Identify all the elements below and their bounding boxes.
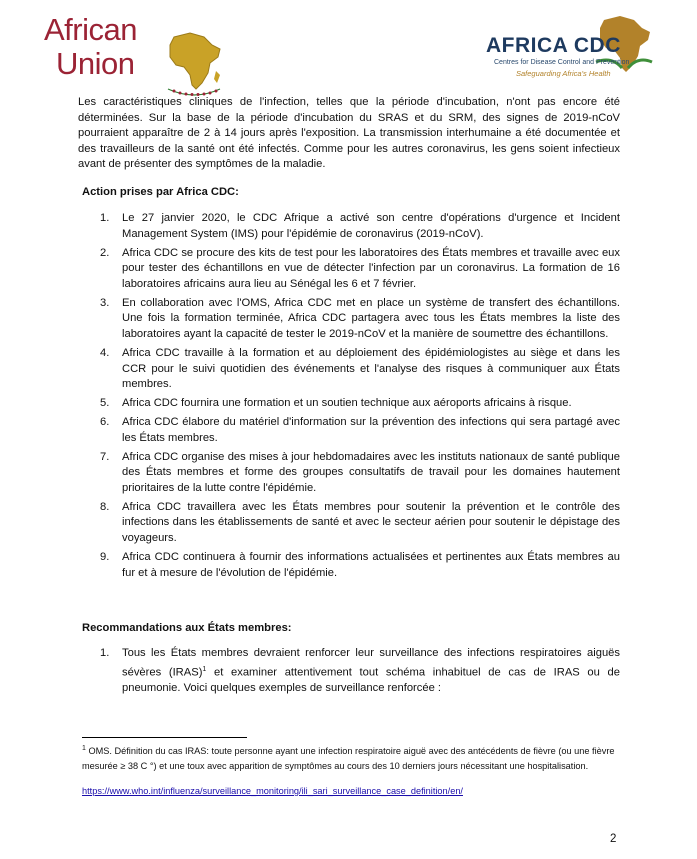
au-logo-line2: Union [56,46,135,81]
footnote-divider [82,737,247,738]
list-item: 7. Africa CDC organise des mises à jour hebdomadaires avec les instituts nationaux de santé publique des États membres et forme des groupes consultatifs de travail pour les domaines hautement prioritaires de la lutte contre l'épidémie. [100,450,620,494]
list-item: 9. Africa CDC continuera à fournir des informations actualisées et pertinentes aux États membres au fur et à mesure de l'évolution de l'épidémie. [100,551,620,579]
recommendations-heading: Recommandations aux États membres: [82,622,292,634]
list-item: 1. Tous les États membres devraient renforcer leur surveillance des infections respiratoires aiguës sévères (IRAS)$^1$ et examiner attentivement tout schéma inhabituel de cas de IRAS ou de pneumonie. Voici quelques exemples de surveillance renforcée : [100,647,620,694]
intro-paragraph: Les caractéristiques cliniques de l'infection, telles que la période d'incubation, n'ont pas encore été déterminées. Sur la base de la période d'incubation du SRAS et du SRM, des signes de 2019-nCoV pourraient apparaître de 2 à 14 jours après l'exposition. La transmission interhumaine a été documentée et des travailleurs de la santé ont été infectés. Comme pour les autres coronavirus, les gens soient infectieux avant de présenter des symptômes de la maladie. [78,96,620,171]
cdc-logo-title: AFRICA CDC [486,34,621,57]
actions-heading: Action prises par Africa CDC: [82,186,239,198]
page-number: 2 [610,833,617,845]
africa-map-icon [160,27,228,97]
list-item: 8. Africa CDC travaillera avec les États membres pour soutenir la prévention et le contrôle des infections dans les établissements de santé et avec le secteur aérien pour soutenir le dépistage des voyageurs. [100,500,620,545]
list-item: 5. Africa CDC fournira une formation et un soutien technique aux aéroports africains à risque. [100,397,572,410]
footnote-ref: 1 [202,665,207,673]
footnote-link[interactable]: https://www.who.int/influenza/surveillance_monitoring/ili_sari_surveillance_case_definition/en/ [82,786,463,796]
cdc-logo-tagline: Safeguarding Africa's Health [516,69,611,78]
footnote-text: $^1$ OMS. Définition du cas IRAS: toute personne ayant une infection respiratoire aiguë avec des antécédents de fièvre (ou une fièvre mesurée ≥ 38 C °) et une toux avec apparition de symptômes au cours des 10 derniers jours nécessitant une hospitalisation. [82,745,615,771]
list-item: 6. Africa CDC élabore du matériel d'information sur la prévention des infections qui sera partagé avec les États membres. [100,416,620,444]
list-item: 2. Africa CDC se procure des kits de test pour les laboratoires des États membres et travaille avec eux pour tester des échantillons en vue de détecter l'infection par un coronavirus. La formation de 16 laboratoires africains aura lieu au Sénégal les 6 et 7 février. [100,246,620,290]
african-union-logo [44,13,234,83]
list-item: 3. En collaboration avec l'OMS, Africa CDC met en place un système de transfert des échantillons. Une fois la formation terminée, Africa CDC partagera avec tous les États membres la liste des laboratoires ayant la capacité de tester le 2019-nCoV et la manière de soumettre des échantillons. [100,296,620,340]
recommendations-list [90,646,620,697]
list-item: 4. Africa CDC travaille à la formation et au déploiement des épidémiologistes au siège et dans les CCR pour le suivi quotidien des événements et l'analyse des risques à communiquer aux États membres. [100,346,620,391]
au-logo-line1: African [44,12,137,47]
africa-cdc-logo [482,12,682,87]
actions-list [90,211,620,585]
list-item: 1. Le 27 janvier 2020, le CDC Afrique a activé son centre d'opérations d'urgence et Incident Management System (IMS) pour l'épidémie de coronavirus (2019-nCoV). [100,212,620,240]
cdc-logo-subtitle: Centres for Disease Control and Prevention [494,59,630,66]
